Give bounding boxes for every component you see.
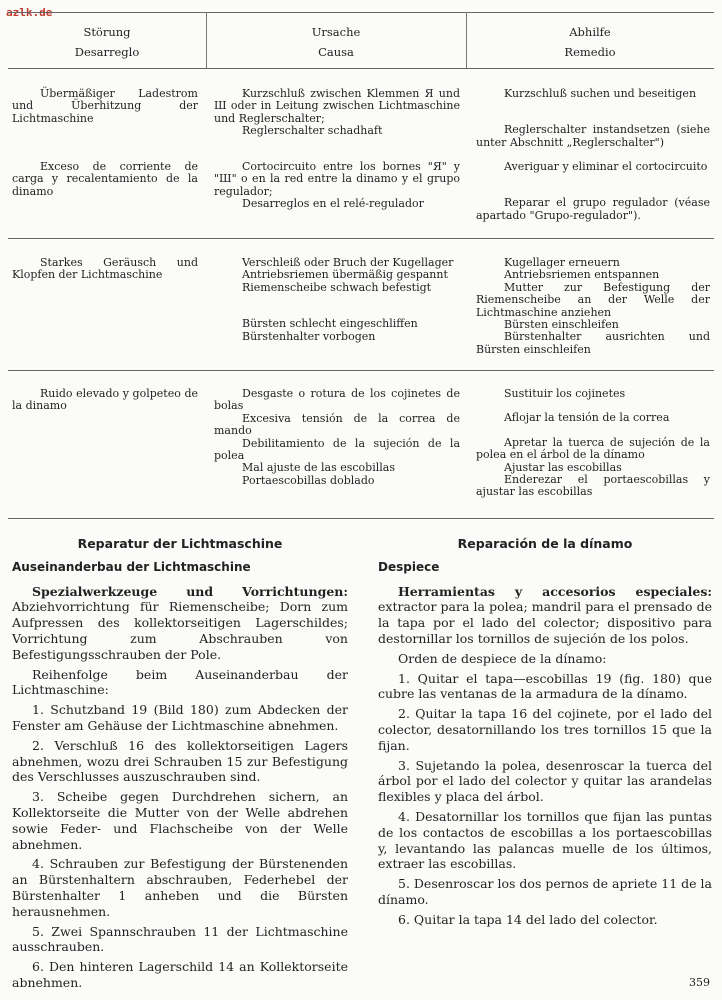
step: 1. Quitar el tapa—escobillas 19 (fig. 180) que cubre las ventanas de la armadura de la dínamo. bbox=[378, 670, 712, 702]
step: 5. Desenroscar los dos pernos de apriete 11 de la dínamo. bbox=[378, 876, 712, 907]
section-subtitle: Auseinanderbau der Lichtmaschine bbox=[12, 559, 251, 574]
table-bottom-rule bbox=[8, 518, 714, 519]
fault-cell: Exceso de corriente de carga y recalentamiento de la dinamo bbox=[12, 160, 198, 198]
step: 4. Schrauben zur Befestigung der Bürstenenden an Bürstenhaltern abschrauben, Federhebel der Bürstenhalter 1 anheben und die Bürsten herausnehmen. bbox=[12, 856, 348, 919]
tools-text: extractor para la polea; mandril para el prensado de la tapa por el lado del colector; dispositivo para destornillar los tornillos de sujeción de los polos. bbox=[378, 599, 712, 646]
cause-cell: Cortocircuito entre los bornes "Я" y "Ш" o en la red entre la dinamo y el grupo regulador; Desarreglos en el relé-regulador bbox=[214, 160, 460, 211]
watermark: azlk.de bbox=[6, 6, 53, 19]
step: 6. Quitar la tapa 14 del lado del colector. bbox=[398, 911, 658, 927]
intro-text: Reihenfolge beim Auseinanderbau der Lichtmaschine: bbox=[12, 666, 348, 698]
step: 4. Desatornillar los tornillos que fijan las puntas de los contactos de escobillas a los portaescobillas y, levantando las palancas muelle de los últimos, extraer las escobillas. bbox=[378, 808, 712, 872]
tools-text: Abziehvorrichtung für Riemenscheibe; Dorn zum Aufpressen des kollektorseitigen Lagerschildes; Vorrichtung zum Abschrauben von Befestigungsschrauben der Pole. bbox=[12, 599, 348, 662]
tools-label: Spezialwerkzeuge und Vorrichtungen: bbox=[32, 583, 348, 599]
step: 2. Verschluß 16 des kollektorseitigen Lagers abnehmen, wozu drei Schrauben 15 zur Befestigung des Verschlusses auszuschrauben sind. bbox=[12, 737, 348, 785]
step: 1. Schutzband 19 (Bild 180) zum Abdecken der Fenster am Gehäuse der Lichtmaschine abnehmen. bbox=[12, 702, 348, 733]
header-rule bbox=[8, 68, 714, 69]
cause-cell: Desgaste o rotura de los cojinetes de bolas Excesiva tensión de la correa de mando Debilitamiento de la sujeción de la polea Mal ajuste de las escobillas Portaescobillas doblado bbox=[214, 387, 460, 487]
remedy-cell: Averiguar y eliminar el cortocircuito Reparar el grupo regulador (véase apartado "Grupo-regulador"). bbox=[476, 160, 710, 222]
section-title: Reparatur der Lichtmaschine bbox=[77, 536, 283, 551]
intro-text: Orden de despiece de la dínamo: bbox=[398, 650, 607, 666]
header-cause: Ursache Causa bbox=[311, 25, 361, 59]
fault-cell: Übermäßiger Ladestrom und Überhitzung der Lichtmaschine bbox=[12, 87, 198, 125]
tools-label: Herramientas y accesorios especiales: bbox=[398, 583, 712, 599]
remedy-cell: Kugellager erneuern Antriebsriemen entspannen Mutter zur Befestigung der Riemenscheibe an der Welle der Lichtmaschine anziehen Bürsten einschleifen Bürstenhalter ausrichten und Bürsten einschleifen bbox=[476, 256, 710, 356]
cause-cell: Verschleiß oder Bruch der Kugellager Antriebsriemen übermäßig gespannt Riemenscheibe schwach befestigt Bürsten schlecht eingeschliffen Bürstenhalter vorbogen bbox=[242, 256, 454, 343]
section-title: Reparación de la dínamo bbox=[457, 536, 633, 551]
step: 2. Quitar la tapa 16 del cojinete, por el lado del colector, desatornillando los tres tornillos 15 que la fijan. bbox=[378, 706, 712, 753]
spanish-column bbox=[378, 536, 712, 932]
step: 3. Scheibe gegen Durchdrehen sichern, an Kollektorseite die Mutter von der Welle abdrehen sowie Feder- und Flachscheibe von der Welle abnehmen. bbox=[12, 789, 348, 852]
header-remedy: Abhilfe Remedio bbox=[564, 25, 616, 59]
step: 5. Zwei Spannschrauben 11 der Lichtmaschine ausschrauben. bbox=[12, 923, 348, 955]
fault-cell: Ruido elevado y golpeteo de la dinamo bbox=[12, 387, 198, 413]
section-subtitle: Despiece bbox=[378, 559, 440, 574]
row-rule bbox=[8, 238, 714, 239]
page-number: 359 bbox=[689, 976, 710, 989]
cause-cell: Kurzschluß zwischen Klemmen Я und Ш oder in Leitung zwischen Lichtmaschine und Reglerschalter; Reglerschalter schadhaft bbox=[214, 87, 460, 138]
step: 3. Sujetando la polea, desenroscar la tuerca del árbol por el lado del colector y quitar las arandelas flexibles y placa del árbol. bbox=[378, 757, 712, 805]
remedy-cell: Kurzschluß suchen und beseitigen Reglerschalter instandsetzen (siehe unter Abschnitt „Reglerschalter") bbox=[476, 87, 710, 149]
header-fault: Störung Desarreglo bbox=[74, 25, 140, 59]
remedy-cell: Sustituir los cojinetes Aflojar la tensión de la correa Apretar la tuerca de sujeción de la polea en el árbol de la dínamo Ajustar las escobillas Enderezar el portaescobillas y ajustar las escobillas bbox=[476, 387, 710, 499]
fault-cell: Starkes Geräusch und Klopfen der Lichtmaschine bbox=[12, 256, 198, 282]
step: 6. Den hinteren Lagerschild 14 an Kollektorseite abnehmen. bbox=[12, 959, 348, 990]
german-column bbox=[12, 536, 348, 995]
table-top-rule bbox=[8, 12, 714, 13]
row-rule bbox=[8, 370, 714, 371]
